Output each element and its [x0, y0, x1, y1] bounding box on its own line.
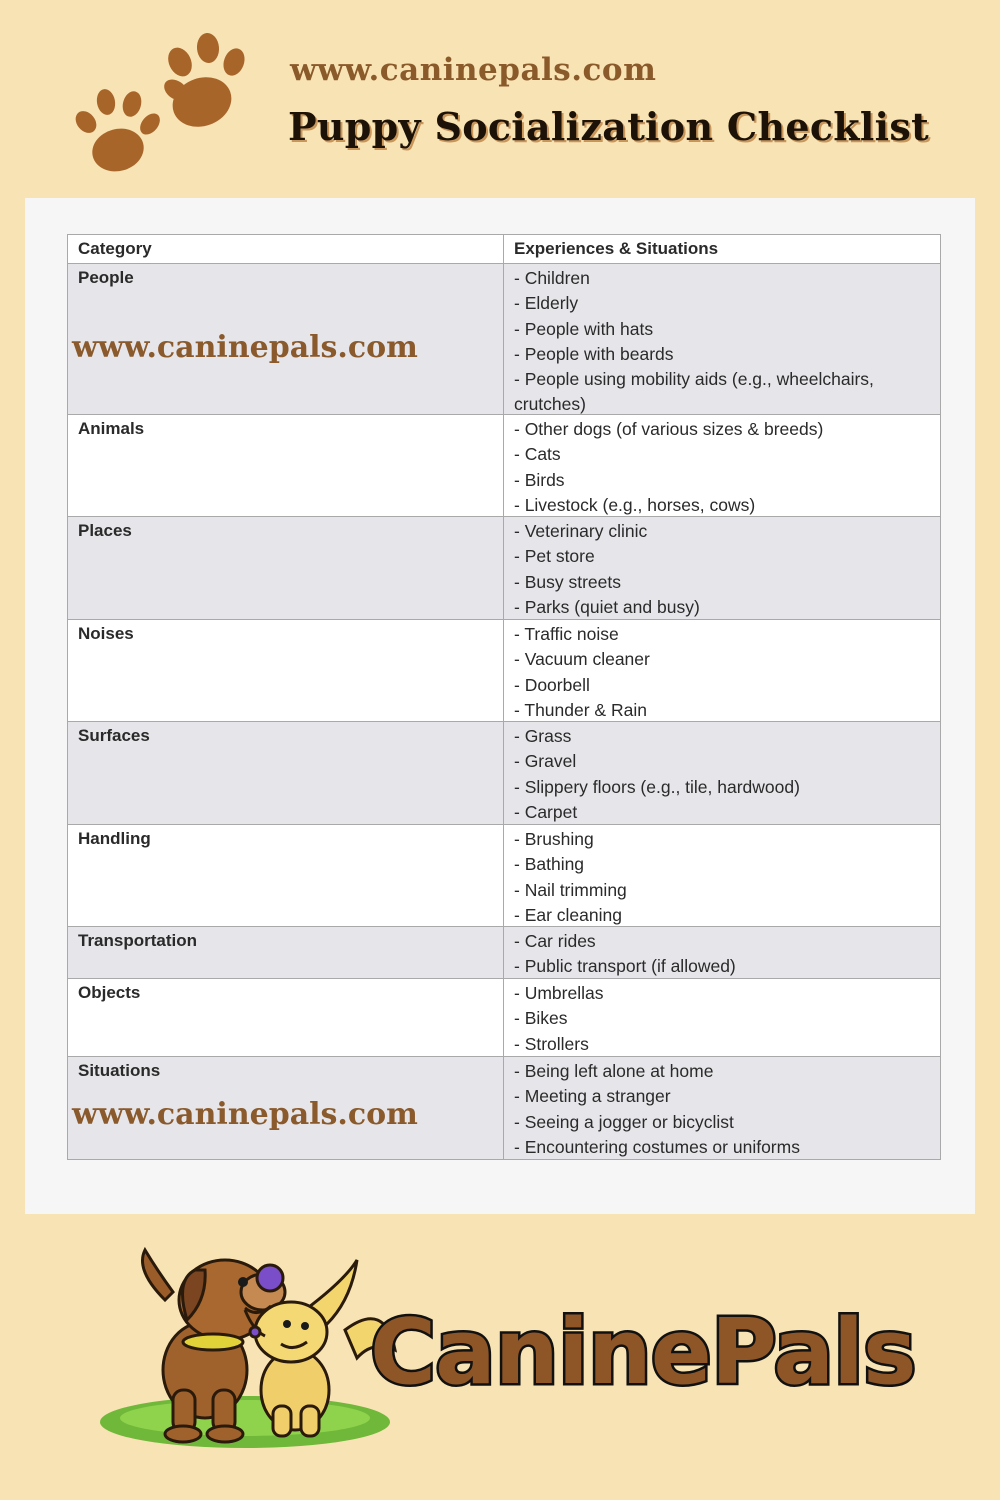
category-label: Handling: [78, 829, 151, 848]
list-item: - Doorbell: [514, 674, 590, 695]
list-item: - Parks (quiet and busy): [514, 596, 700, 617]
page-title: Puppy Socialization Checklist: [288, 104, 929, 149]
checklist-sheet: [25, 198, 975, 1214]
list-item: - Car rides: [514, 931, 596, 951]
table-row-situations: [68, 1056, 940, 1159]
list-item: - Busy streets: [514, 571, 621, 592]
paw-prints-icon: [60, 20, 260, 180]
list-item: - Nail trimming: [514, 879, 627, 900]
category-label: Noises: [78, 624, 134, 643]
list-item: - Being left alone at home: [514, 1061, 714, 1081]
list-item: - Grass: [514, 726, 572, 746]
list-item: - People with beards: [514, 343, 674, 364]
list-item: - Strollers: [514, 1033, 589, 1054]
list-item: - Seeing a jogger or bicyclist: [514, 1111, 734, 1132]
list-item: - Umbrellas: [514, 983, 604, 1003]
category-label: Objects: [78, 983, 141, 1002]
table-row-places: [68, 516, 940, 619]
table-row-surfaces: [68, 721, 940, 824]
column-header-category: Category: [68, 235, 504, 263]
column-header-experiences: Experiences & Situations: [514, 239, 719, 258]
table-row-people: [68, 263, 940, 414]
list-item: - Elderly: [514, 293, 579, 314]
watermark-url: www.caninepals.com: [72, 330, 418, 365]
experience-list: [504, 517, 940, 619]
checklist-table: [67, 234, 941, 1160]
experience-list: [504, 1057, 940, 1159]
list-item: - Bikes: [514, 1008, 568, 1029]
category-label: Situations: [78, 1061, 161, 1080]
list-item: - People with hats: [514, 318, 654, 339]
list-item: - Vacuum cleaner: [514, 649, 650, 670]
list-item: - Livestock (e.g., horses, cows): [514, 494, 756, 515]
list-item: - Other dogs (of various sizes & breeds): [514, 419, 824, 439]
list-item: - Thunder & Rain: [514, 699, 647, 720]
list-item: - Encountering costumes or uniforms: [514, 1136, 800, 1157]
experience-list: [504, 415, 940, 516]
category-label: Surfaces: [78, 726, 150, 745]
list-item: - Traffic noise: [514, 624, 619, 644]
experience-list: [504, 979, 940, 1056]
list-item: - People using mobility aids (e.g., wheelchairs,: [514, 369, 874, 390]
category-label: People: [78, 268, 134, 287]
table-row-handling: [68, 824, 940, 926]
list-item: - Ear cleaning: [514, 904, 622, 925]
list-item: - Veterinary clinic: [514, 521, 648, 541]
category-label: Places: [78, 521, 132, 540]
experience-list: [504, 722, 940, 824]
list-item: - Meeting a stranger: [514, 1086, 671, 1107]
list-item: - Bathing: [514, 854, 585, 875]
list-item: - Pet store: [514, 546, 595, 567]
list-item: - Slippery floors (e.g., tile, hardwood): [514, 776, 800, 797]
list-item: crutches): [514, 394, 586, 415]
experience-list: [504, 264, 940, 414]
list-item: - Cats: [514, 444, 561, 465]
table-row-transportation: [68, 926, 940, 978]
experience-list: [504, 825, 940, 926]
experience-list: [504, 620, 940, 721]
list-item: - Children: [514, 268, 590, 288]
category-label: Transportation: [78, 931, 198, 950]
list-item: - Brushing: [514, 829, 594, 849]
site-url: www.caninepals.com: [290, 52, 657, 88]
list-item: - Public transport (if allowed): [514, 956, 736, 977]
category-label: Animals: [78, 419, 145, 438]
list-item: - Carpet: [514, 801, 578, 822]
table-row-animals: [68, 414, 940, 516]
table-header-row: [68, 235, 940, 263]
table-row-noises: [68, 619, 940, 721]
caninepals-logo-text: CaninePals: [370, 1300, 916, 1405]
list-item: - Birds: [514, 469, 565, 490]
table-row-objects: [68, 978, 940, 1056]
experience-list: [504, 927, 940, 978]
list-item: - Gravel: [514, 751, 577, 772]
watermark-url: www.caninepals.com: [72, 1097, 418, 1132]
